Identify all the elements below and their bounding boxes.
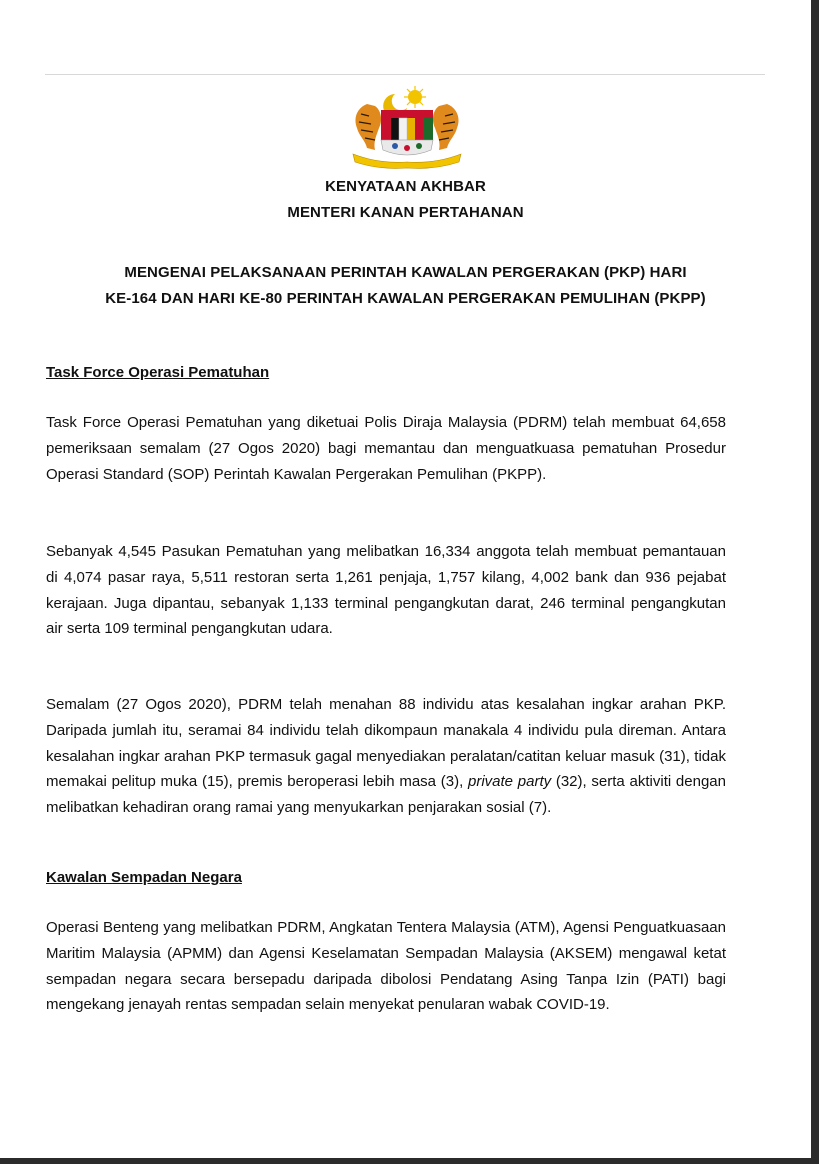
heading-line-1: KENYATAAN AKHBAR	[325, 178, 486, 195]
paragraph-4: Operasi Benteng yang melibatkan PDRM, Angkatan Tentera Malaysia (ATM), Agensi Penguatkuasaan Maritim Malaysia (APMM) dan Agensi Keselamatan Sempadan Malaysia (AKSEM) mengawal ketat sempadan negara secara bersepadu daripada dibolosi Pendatang Asing Tanpa Izin (PATI) bagi mengekang jenayah rentas sempadan selain menyekat penularan wabak COVID-19.	[46, 919, 726, 1014]
paragraph-3-part-a: Semalam (27 Ogos 2020), PDRM telah menahan 88 individu atas kesalahan ingkar arahan PKP. Daripada jumlah itu, seramai 84 individu telah dikompaun manakala 4 individu pula direman. Antara kesalahan ingkar arahan PKP termasuk gagal menyediakan peralatan/catitan keluar masuk (31), tidak memakai pelitup muka (15), premis beroperasi lebih masa (3),	[46, 696, 726, 791]
paragraph-3	[46, 692, 726, 821]
subject-line-2: KE-164 DAN HARI KE-80 PERINTAH KAWALAN PERGERAKAN PEMULIHAN (PKPP)	[105, 290, 706, 307]
subject-heading	[0, 260, 811, 312]
section-title-task-force: Task Force Operasi Pematuhan	[46, 364, 270, 381]
top-divider	[45, 74, 765, 75]
coat-of-arms-emblem	[345, 84, 469, 172]
paragraph-3-part-b: (32), serta aktiviti dengan melibatkan kehadiran orang ramai yang menyukarkan penjarakan sosial (7).	[46, 773, 726, 817]
subject-line-1: MENGENAI PELAKSANAAN PERINTAH KAWALAN PERGERAKAN (PKP) HARI	[124, 264, 687, 281]
paragraph-3-italic: private party	[468, 773, 552, 791]
heading-line-2: MENTERI KANAN PERTAHANAN	[287, 204, 524, 221]
press-statement-heading	[0, 174, 811, 226]
section-title-border-control: Kawalan Sempadan Negara	[46, 869, 242, 886]
paragraph-2: Sebanyak 4,545 Pasukan Pematuhan yang melibatkan 16,334 anggota telah membuat pemantauan di 4,074 pasar raya, 5,511 restoran serta 1,261 penjaja, 1,757 kilang, 4,002 bank dan 936 pejabat kerajaan. Juga dipantau, sebanyak 1,133 terminal pengangkutan darat, 246 terminal pengangkutan air serta 109 terminal pengangkutan udara.	[46, 543, 726, 638]
paragraph-1: Task Force Operasi Pematuhan yang diketuai Polis Diraja Malaysia (PDRM) telah membuat 64,658 pemeriksaan semalam (27 Ogos 2020) bagi memantau dan menguatkuasa pematuhan Prosedur Operasi Standard (SOP) Perintah Kawalan Pergerakan Pemulihan (PKPP).	[46, 414, 726, 483]
